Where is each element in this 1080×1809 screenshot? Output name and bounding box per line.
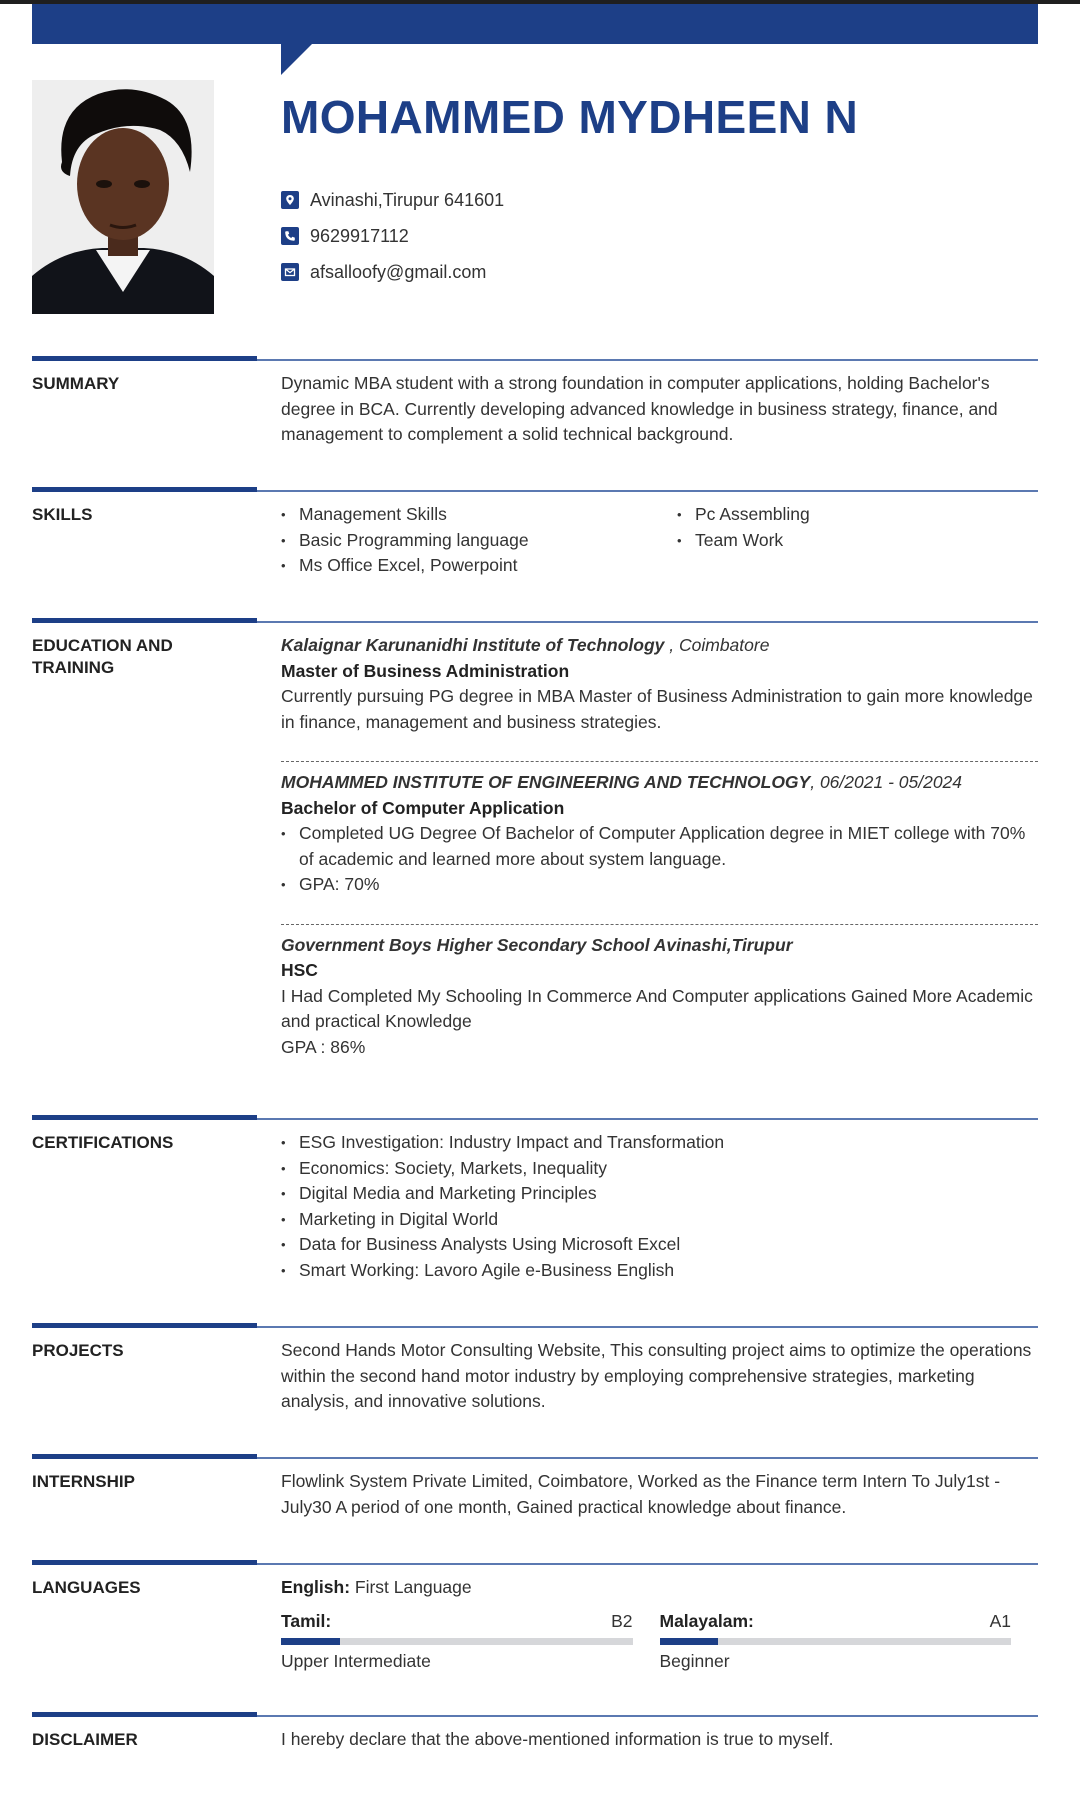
skill-item: • Management Skills xyxy=(281,502,677,528)
disclaimer-text: I hereby declare that the above-mentioned information is true to myself. xyxy=(281,1729,834,1749)
institution-meta: , Coimbatore xyxy=(664,635,770,655)
institution-meta: , 06/2021 - 05/2024 xyxy=(810,772,963,792)
section-rule-accent xyxy=(32,356,257,361)
degree-title: Bachelor of Computer Application xyxy=(281,797,565,818)
header-accent-bar xyxy=(32,4,1038,44)
projects-text: Second Hands Motor Consulting Website, This consulting project aims to optimize the operations within the second hand motor industry by employing comprehensive strategies, marketing analysis, and innovative solutions. xyxy=(281,1340,1032,1411)
section-rule-line xyxy=(257,1563,1038,1565)
certification-item: • Data for Business Analysts Using Microsoft Excel xyxy=(281,1232,1038,1258)
header-accent-tab xyxy=(281,44,312,75)
certification-item: • Digital Media and Marketing Principles xyxy=(281,1181,1038,1207)
summary-text: Dynamic MBA student with a strong foundation in computer applications, holding Bachelor's degree in BCA. Currently developing advanced knowledge in business strategy, finance, and management to complement a solid technical background. xyxy=(281,373,998,444)
section-rule-line xyxy=(257,1118,1038,1120)
education-entry xyxy=(281,770,1038,924)
skills-column-2 xyxy=(677,502,810,579)
native-language-label: English: xyxy=(281,1577,351,1597)
section-rule-accent xyxy=(32,1560,257,1565)
skills-column-1 xyxy=(281,502,677,579)
language-levels xyxy=(281,1609,1038,1675)
skill-item: • Pc Assembling xyxy=(677,502,810,528)
certifications-list xyxy=(281,1130,1038,1283)
section-rule-accent xyxy=(32,1115,257,1120)
section-rule-line xyxy=(257,1715,1038,1717)
institution-name: Government Boys Higher Secondary School Avinashi,Tirupur xyxy=(281,934,793,955)
language-level-code: B2 xyxy=(611,1610,633,1631)
certification-item: • Economics: Society, Markets, Inequality xyxy=(281,1156,1038,1182)
internship-text: Flowlink System Private Limited, Coimbatore, Worked as the Finance term Intern To July1st - July30 A period of one month, Gained practical knowledge about finance. xyxy=(281,1471,1001,1517)
skill-item: • Basic Programming language xyxy=(281,528,677,554)
contact-address xyxy=(281,182,504,218)
section-rule-line xyxy=(257,621,1038,623)
institution-line xyxy=(281,933,1038,959)
language-level-fill xyxy=(660,1638,719,1645)
certification-item: • Marketing in Digital World xyxy=(281,1207,1038,1233)
institution-line xyxy=(281,633,1038,659)
section-rule-line xyxy=(257,359,1038,361)
language-level-code: A1 xyxy=(989,1610,1011,1631)
address-text: Avinashi,Tirupur 641601 xyxy=(310,189,505,210)
education-entry xyxy=(281,933,1038,1087)
phone-icon xyxy=(281,227,299,245)
section-rule-line xyxy=(257,1457,1038,1459)
language-level-bar xyxy=(660,1638,1012,1645)
section-title: CERTIFICATIONS xyxy=(32,1133,174,1152)
language-item-malayalam xyxy=(660,1609,1012,1675)
section-rule-accent xyxy=(32,618,257,623)
contact-email xyxy=(281,254,504,290)
degree-title: Master of Business Administration xyxy=(281,660,570,681)
language-level-bar xyxy=(281,1638,633,1645)
education-bullets xyxy=(281,821,1038,898)
education-description: Currently pursuing PG degree in MBA Master of Business Administration to gain more knowledge in finance, management and business strategies. xyxy=(281,686,1033,732)
native-language-value: First Language xyxy=(350,1577,472,1597)
profile-photo xyxy=(32,80,214,314)
contact-phone xyxy=(281,218,504,254)
dashed-divider xyxy=(281,924,1038,925)
section-rule-accent xyxy=(32,1454,257,1459)
email-text: afsalloofy@gmail.com xyxy=(310,261,487,282)
phone-text: 9629917112 xyxy=(310,225,409,246)
skills-list xyxy=(281,502,1038,579)
education-gpa: GPA : 86% xyxy=(281,1036,366,1057)
location-pin-icon xyxy=(281,191,299,209)
skill-item: • Ms Office Excel, Powerpoint xyxy=(281,553,677,579)
section-rule-line xyxy=(257,1326,1038,1328)
section-rule-accent xyxy=(32,1323,257,1328)
education-bullet: • GPA: 70% xyxy=(281,872,1038,898)
degree-title: HSC xyxy=(281,960,318,980)
education-list xyxy=(281,633,1038,1086)
institution-name: MOHAMMED INSTITUTE OF ENGINEERING AND TECHNOLOGY xyxy=(281,772,811,792)
skill-item: • Team Work xyxy=(677,528,810,554)
section-title: EDUCATION AND TRAINING xyxy=(32,636,173,677)
native-language xyxy=(281,1575,1038,1601)
certification-item: • Smart Working: Lavoro Agile e-Business English xyxy=(281,1258,1038,1284)
education-entry xyxy=(281,633,1038,761)
contact-block xyxy=(281,182,504,290)
section-rule-accent xyxy=(32,487,257,492)
languages-list xyxy=(281,1575,1038,1675)
candidate-name: MOHAMMED MYDHEEN N xyxy=(281,91,859,143)
section-rule-accent xyxy=(32,1712,257,1717)
language-item-tamil xyxy=(281,1609,633,1675)
certification-item: • ESG Investigation: Industry Impact and Transformation xyxy=(281,1130,1038,1156)
profile-photo-illustration xyxy=(32,80,214,314)
language-name: Malayalam: xyxy=(659,1610,754,1631)
section-title: LANGUAGES xyxy=(32,1578,141,1597)
language-level-fill xyxy=(281,1638,340,1645)
institution-line xyxy=(281,770,1038,796)
section-title: SUMMARY xyxy=(32,374,120,393)
section-rule-line xyxy=(257,490,1038,492)
section-title: PROJECTS xyxy=(32,1341,124,1360)
section-title: DISCLAIMER xyxy=(32,1730,138,1749)
education-bullet: • Completed UG Degree Of Bachelor of Computer Application degree in MIET college with 70% of academic and learned more about system language. xyxy=(281,821,1038,872)
section-title: INTERNSHIP xyxy=(32,1472,135,1491)
language-level-name: Beginner xyxy=(659,1651,730,1671)
email-icon xyxy=(281,263,299,281)
education-description: I Had Completed My Schooling In Commerce And Computer applications Gained More Academic and practical Knowledge xyxy=(281,985,1033,1031)
language-level-name: Upper Intermediate xyxy=(281,1651,431,1671)
dashed-divider xyxy=(281,761,1038,762)
section-title: SKILLS xyxy=(32,505,93,524)
language-name: Tamil: xyxy=(281,1610,332,1631)
institution-name: Kalaignar Karunanidhi Institute of Technology xyxy=(281,635,665,655)
